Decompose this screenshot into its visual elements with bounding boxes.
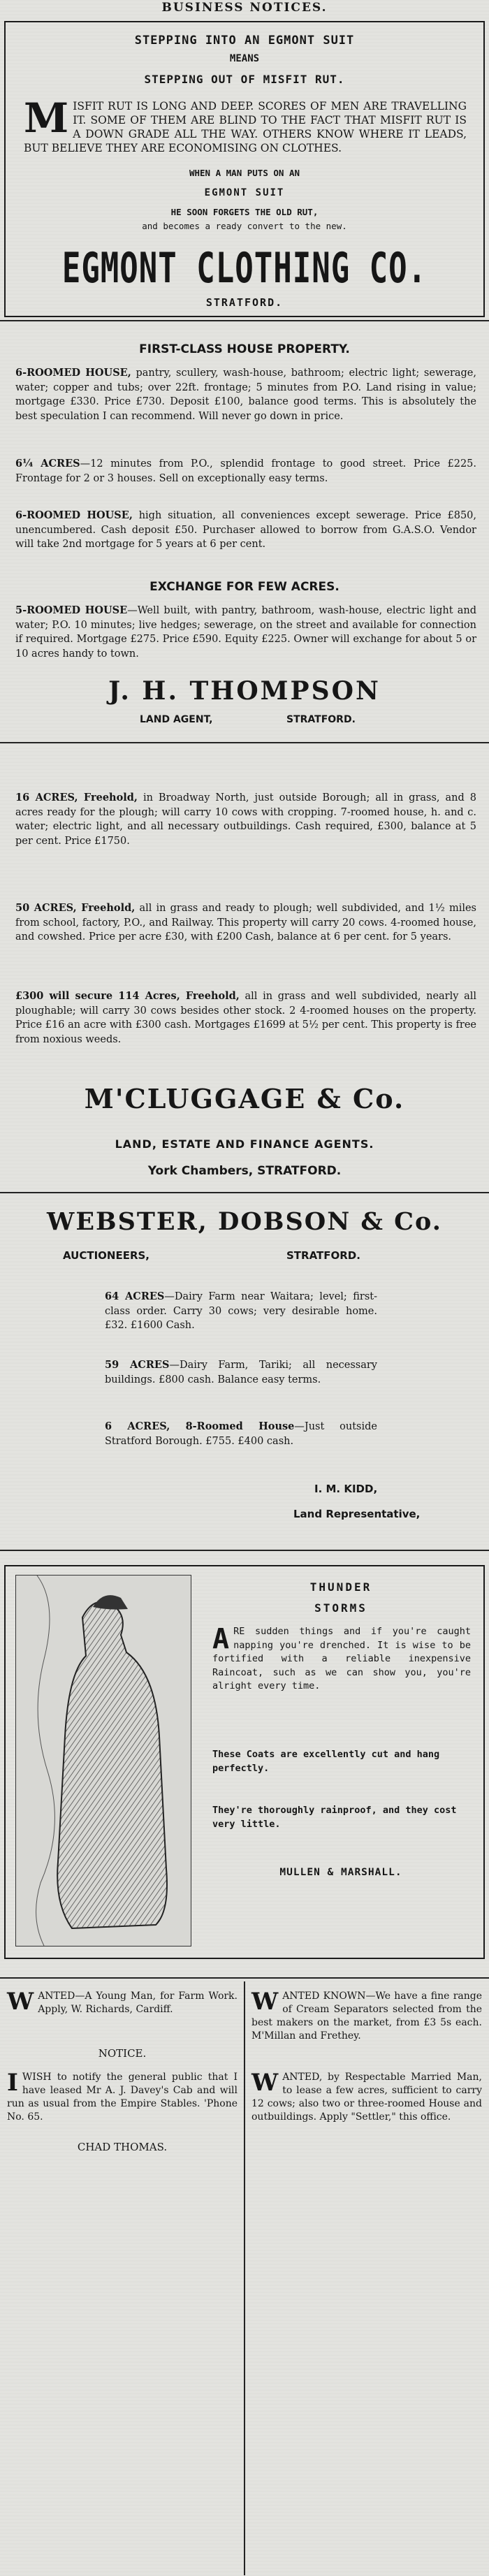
mullen-paragraph-2: These Coats are excellently cut and hang perfectly. (212, 1749, 440, 1774)
thompson-town: STRATFORD. (286, 714, 356, 725)
classified-text: WISH to notify the general public that I have leased Mr A. J. Davey's Cab and will run as usual from the Empire Stables. 'Phone No. 65. (7, 2072, 238, 2123)
mullen-ad (4, 1565, 485, 1959)
thompson-name: J. H. THOMPSON (108, 676, 381, 706)
item-text: all in grass and well subdivided, nearly all ploughable; will carry 30 cows besides other stock. 2 4-roomed houses on the property. Price £16 an acre with £300 cash. Mortgages £1699 at 5½ per cent. This property is free from noxious weeds. (15, 991, 476, 1045)
divider (0, 1977, 489, 1979)
egmont-town: STRATFORD. (205, 296, 284, 309)
item-lead: 64 ACRES (105, 1290, 165, 1302)
egmont-subhead: STEPPING OUT OF MISFIT RUT. (144, 73, 345, 86)
thompson-item-1 (15, 366, 476, 423)
item-text: pantry, scullery, wash-house, bathroom; electric light; sewerage, water; copper and tubs; over 22ft. frontage; 5 minutes from P.O. Land rising in value; mortgage £330. Price £730. Deposit £100, balance good terms. This is absolutely the best speculation I can recommend. Will never go down in price. (15, 368, 476, 422)
mullen-firm: MULLEN & MARSHALL. (279, 1867, 402, 1878)
webster-item-3 (105, 1420, 377, 1448)
thompson-heading-2: EXCHANGE FOR FEW ACRES. (149, 580, 340, 594)
egmont-when: WHEN A MAN PUTS ON AN (189, 168, 300, 178)
thompson-exchange (15, 604, 476, 661)
item-text: —Just outside Stratford Borough. £755. £400 cash. (105, 1421, 378, 1447)
egmont-initial: M (24, 94, 69, 142)
item-lead: 5-ROOMED HOUSE (15, 604, 128, 616)
egmont-paragraph (24, 94, 467, 155)
mcluggage-item-3 (15, 989, 476, 1047)
divider (0, 1192, 489, 1193)
webster-town: STRATFORD. (286, 1249, 360, 1262)
egmont-means: MEANS (229, 53, 260, 64)
mullen-initial: A (212, 1623, 230, 1655)
egmont-ad (4, 21, 485, 317)
classified-initial: I (7, 2069, 18, 2097)
notice-heading: NOTICE. (98, 2047, 147, 2060)
classified-left-1 (7, 1990, 238, 2016)
divider (0, 320, 489, 321)
mullen-body: RE sudden things and if you're caught napping you're drenched. It is wise to be fortified with a reliable inexpensive Raincoat, such as we can show you, you're alright every time. (212, 1626, 471, 1691)
classified-signature: CHAD THOMAS. (77, 2141, 168, 2153)
mullen-title-2: STORMS (314, 1601, 367, 1615)
classified-text: ANTED—A Young Man, for Farm Work. Apply, W. Richards, Cardiff. (38, 1991, 238, 2015)
webster-rep-name: I. M. KIDD, (314, 1483, 378, 1495)
mullen-paragraph-3: They're thoroughly rainproof, and they cost very little. (212, 1805, 457, 1830)
webster-ad (0, 1196, 489, 1545)
item-lead: 6-ROOMED HOUSE, (15, 367, 131, 379)
classified-initial: W (251, 2069, 279, 2097)
mcluggage-address: York Chambers, STRATFORD. (147, 1164, 342, 1178)
item-lead: 50 ACRES, Freehold, (15, 902, 136, 914)
raincoat-illustration (15, 1575, 191, 1946)
item-lead: 16 ACRES, Freehold, (15, 792, 138, 803)
item-lead: 59 ACRES (105, 1359, 170, 1371)
item-text: high situation, all conveniences except sewerage. Price £850, unencumbered. Cash deposit £50. Purchaser allowed to borrow from G.A.S.O. Vendor will take 2nd mortgage for 5 years at 6 per cent. (15, 510, 477, 550)
mcluggage-item-1 (15, 791, 476, 848)
egmont-headline: STEPPING INTO AN EGMONT SUIT (134, 34, 355, 48)
mcluggage-name: M'CLUGGAGE & Co. (84, 1083, 405, 1114)
item-text: —Dairy Farm, Tariki; all necessary buildings. £800 cash. Balance easy terms. (105, 1360, 378, 1385)
mullen-paragraph (212, 1625, 471, 1694)
thompson-heading-1: FIRST-CLASS HOUSE PROPERTY. (139, 342, 350, 356)
item-text: —12 minutes from P.O., splendid frontage to good street. Price £225. Frontage for 2 or 3 houses. Sell on exceptionally easy terms. (15, 458, 477, 484)
egmont-brand: EGMONT CLOTHING CO. (61, 245, 428, 293)
item-lead: £300 will secure 114 Acres, Freehold, (15, 990, 240, 1002)
item-lead: 6¼ ACRES (15, 458, 80, 470)
column-rule (244, 1981, 245, 2575)
classified-text: ANTED KNOWN—We have a fine range of Cream Separators selected from the best makers on the market, from £3 5s each. M'Millan and Frethey. (251, 1991, 482, 2042)
mcluggage-ad (0, 746, 489, 1137)
divider (0, 742, 489, 743)
raincoat-figure-svg (16, 1576, 191, 1946)
item-text: all in grass and ready to plough; well subdivided, and 1½ miles from school, factory, P.O., and Railway. This property will carry 20 cows. 4-roomed house, and cowshed. Price per acre £30, with £200 Cash, balance at 6 per cent. for 5 years. (15, 903, 476, 943)
classified-left-2 (7, 2071, 238, 2124)
webster-name: WEBSTER, DOBSON & Co. (47, 1207, 442, 1236)
thompson-item-3 (15, 509, 476, 552)
item-lead: 6-ROOMED HOUSE, (15, 509, 133, 521)
egmont-suit: EGMONT SUIT (204, 187, 285, 198)
classified-right-1 (251, 1990, 482, 2043)
item-text: —Dairy Farm near Waitara; level; first-class order. Carry 30 cows; very desirable home. £32. £1600 Cash. (105, 1291, 377, 1331)
mcluggage-item-2 (15, 901, 476, 945)
webster-item-2 (105, 1358, 377, 1387)
classified-right-2 (251, 2071, 482, 2124)
page-header: BUSINESS NOTICES. (161, 1, 328, 15)
webster-item-1 (105, 1290, 377, 1333)
classified-initial: W (7, 1988, 34, 2016)
thompson-role: LAND AGENT, (140, 714, 213, 725)
divider (0, 1550, 489, 1551)
thompson-ad (0, 326, 489, 738)
classified-initial: W (251, 1988, 279, 2016)
egmont-convert: and becomes a ready convert to the new. (142, 221, 347, 231)
item-lead: 6 ACRES, 8-Roomed House (105, 1420, 295, 1432)
item-text: —Well built, with pantry, bathroom, wash-house, electric light and water; P.O. 10 minutes; live hedges; sewerage, on the street and available for connection if required. Mortgage £275. Price £590. Equity £225. Owner will exchange for about 5 or 10 acres handy to town. (15, 605, 476, 660)
thompson-item-2 (15, 457, 476, 486)
mullen-title-1: THUNDER (309, 1580, 372, 1594)
webster-role: AUCTIONEERS, (63, 1249, 149, 1262)
webster-rep-role: Land Representative, (293, 1508, 421, 1520)
egmont-forgets: HE SOON FORGETS THE OLD RUT, (170, 207, 319, 217)
mcluggage-sub: LAND, ESTATE AND FINANCE AGENTS. (115, 1137, 374, 1151)
classified-text: ANTED, by Respectable Married Man, to lease a few acres, sufficient to carry 12 cows; also two or three-roomed House and outbuildings. Apply "Settler," this office. (251, 2072, 482, 2123)
egmont-body: ISFIT RUT IS LONG AND DEEP. SCORES OF MEN ARE TRAVELLING IT. SOME OF THEM ARE BLIND TO THE FACT THAT MISFIT RUT IS A DOWN GRADE ALL THE WAY. OTHERS KNOW WHERE IT LEADS, BUT BELIEVE THEY ARE ECONOMISING ON CLOTHES. (24, 100, 467, 154)
item-text: in Broadway North, just outside Borough; all in grass, and 8 acres ready for the plough; will carry 10 cows with cropping. 7-roomed house, h. and c. water; electric light, and all necessary outbuildings. Cash required, £300, balance at 5 per cent. Price £1750. (15, 792, 477, 847)
